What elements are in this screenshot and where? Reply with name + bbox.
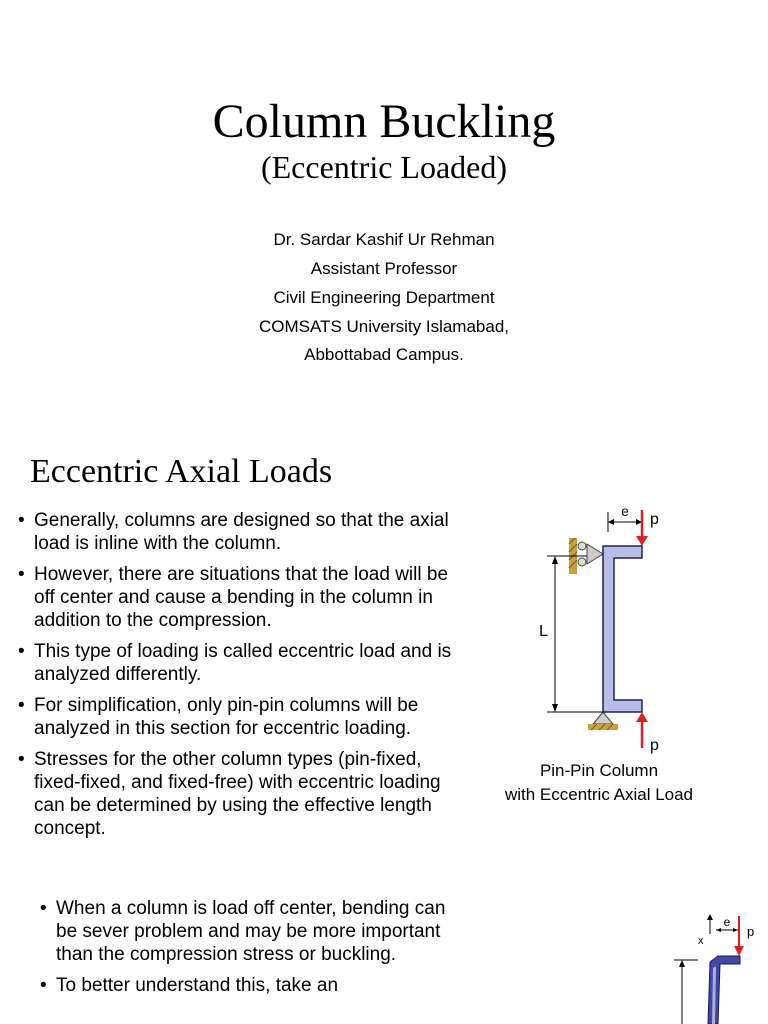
pin-pin-column-figure [487,500,717,810]
bullet-item: • This type of loading is called eccentric load and is analyzed differently. [18,640,456,686]
p-label: p [747,924,755,939]
pin-icon [587,544,603,564]
p-bottom-label: p [650,737,659,754]
deflected-column-figure [670,912,768,1024]
roller-icon [578,558,586,566]
bullet-item: • To better understand this, take an [40,974,450,997]
L-label: L [539,623,548,640]
bullet-list-secondary [40,897,450,1005]
x-label: x [698,935,704,947]
bullet-item: • When a column is load off center, bending can be sever problem and may be more important than the compression stress or buckling. [40,897,450,966]
figure-caption-line1: Pin-Pin Column [539,761,659,780]
bottom-load-arrowhead-icon [636,712,648,722]
column-body [603,546,642,712]
bottom-pin-icon [593,712,613,724]
figure-caption-line2: with Eccentric Axial Load [504,785,694,804]
slide-title: Column Buckling [212,95,556,148]
p-top-label: p [650,511,659,528]
e-label: e [621,503,629,519]
author-university: COMSATS University Islamabad, [258,317,510,336]
top-load-arrowhead-icon [636,536,648,546]
arrowhead-icon [679,960,685,967]
arrowhead-icon [733,928,738,932]
arrowhead-icon [552,704,558,712]
author-name: Dr. Sardar Kashif Ur Rehman [273,230,495,249]
slide-subtitle: (Eccentric Loaded) [260,149,508,185]
author-campus: Abbottabad Campus. [304,345,464,364]
bullet-list-main [18,509,456,848]
load-arrowhead-icon [734,946,744,956]
author-position: Assistant Professor [310,259,458,278]
arrowhead-icon [608,519,614,525]
section-heading: Eccentric Axial Loads [30,453,333,490]
bullet-item: • However, there are situations that the load will be off center and cause a bending in the column in addition to the compression. [18,563,456,632]
e-label: e [723,915,731,929]
author-department: Civil Engineering Department [273,288,495,307]
roller-icon [578,542,586,550]
bullet-item: • For simplification, only pin-pin columns will be analyzed in this section for eccentric loading. [18,694,456,740]
bullet-item: • Generally, columns are designed so that the axial load is inline with the column. [18,509,456,555]
bullet-item: • Stresses for the other column types (pin-fixed, fixed-fixed, and fixed-free) with eccentric loading can be determined by using the effective length concept. [18,748,456,840]
arrowhead-icon [552,556,558,564]
arrowhead-icon [707,914,713,920]
arrowhead-icon [716,928,721,932]
